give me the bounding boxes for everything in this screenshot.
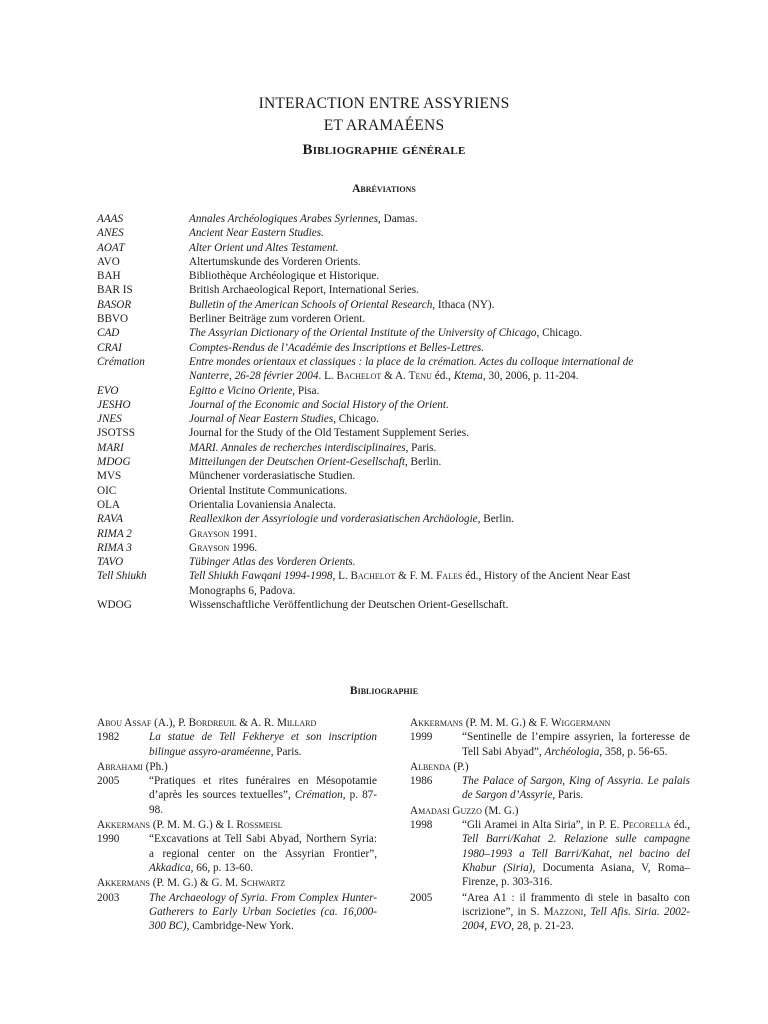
text-run: Alter Orient und Altes Testament.: [189, 241, 339, 254]
abbreviation-definition: [189, 555, 677, 569]
entry-description: [462, 818, 690, 889]
text-run: “Area A1 : il frammento di stele in basalto con iscrizione”, in S.: [462, 891, 690, 918]
abbreviation-row: [97, 298, 677, 312]
entry-year: 1999: [410, 731, 433, 744]
abbreviation-row: [97, 398, 677, 412]
abbreviation-key: RIMA 2: [97, 527, 132, 540]
text-run: Pecorella: [622, 819, 671, 832]
abbreviation-row: [97, 498, 677, 512]
entry-description: [462, 891, 690, 934]
abbreviation-row: [97, 269, 677, 283]
text-run: “Sentinelle de l’empire assyrien, la forteresse de Tell Sabi Abyad”,: [462, 731, 690, 758]
abbreviations-heading: Abréviations: [352, 183, 416, 195]
text-run: éd., History of the Ancient Near East Monographs 6, Padova.: [189, 570, 631, 597]
text-run: , 358, p. 56-65.: [599, 745, 668, 758]
abbreviation-key: BAR IS: [97, 284, 133, 297]
abbreviation-row: [97, 283, 677, 297]
abbreviation-definition: [189, 498, 677, 512]
entry-year: 1998: [410, 819, 433, 832]
bibliography-entry: [410, 818, 690, 889]
text-run: The Assyrian Dictionary of the Oriental Institute of the University of Chicago: [189, 327, 537, 340]
abbreviation-key: Tell Shiukh: [97, 570, 147, 583]
abbreviation-definition: [189, 312, 677, 326]
abbreviation-definition: [189, 484, 677, 498]
text-run: , 28, p. 21-23.: [511, 920, 574, 933]
abbreviation-definition: [189, 512, 677, 526]
bibliography-author: [97, 716, 377, 730]
text-run: , Chicago.: [333, 413, 379, 426]
bibliography-column-right: [410, 715, 690, 934]
abbreviation-definition: [189, 283, 677, 297]
abbreviation-row: [97, 255, 677, 269]
text-run: (A.), P.: [151, 717, 189, 729]
bibliography-entry: [97, 774, 377, 817]
abbreviation-definition: [189, 241, 677, 255]
abbreviation-definition: [189, 541, 677, 555]
abbreviation-key: WDOG: [97, 599, 132, 612]
abbreviation-key: Crémation: [97, 355, 145, 368]
page-subtitle: Bibliographie générale: [302, 142, 466, 158]
abbreviation-row: [97, 241, 677, 255]
text-run: Journal for the Study of the Old Testament Supplement Series.: [189, 427, 469, 440]
text-run: Comptes-Rendus de l’Académie des Inscriptions et Belles-Lettres.: [189, 341, 485, 354]
text-run: “Pratiques et rites funéraires en Mésopotamie d’après les sources textuelles”,: [149, 775, 377, 802]
text-run: Bachelot: [350, 570, 396, 583]
text-run: éd.,: [670, 819, 691, 832]
entry-description: [462, 774, 690, 803]
abbreviation-definition: [189, 298, 677, 312]
text-run: British Archaeological Report, International Series.: [189, 284, 419, 297]
page-title-line1: INTERACTION ENTRE ASSYRIENS: [258, 95, 510, 112]
text-run: , Paris.: [552, 789, 584, 802]
abbreviation-key: MVS: [97, 470, 122, 483]
text-run: , Pisa.: [292, 384, 320, 397]
abbreviation-definition: [189, 426, 677, 440]
text-run: Tell Afis. Siria. 2002-2004: [462, 905, 691, 933]
text-run: & A. R.: [236, 717, 277, 729]
bibliography-author: [410, 716, 690, 730]
bibliography-entry: [410, 730, 690, 759]
text-run: (P. M. G.) & G. M.: [149, 877, 241, 890]
abbreviation-key: JESHO: [97, 398, 131, 411]
text-run: Akkadica: [149, 861, 191, 874]
text-run: Bordreuil: [188, 717, 237, 729]
text-run: EVO: [489, 920, 512, 933]
abbreviation-key: BASOR: [97, 298, 132, 311]
text-run: 1991.: [229, 527, 258, 540]
bibliography-column-left: [97, 715, 377, 934]
text-run: Millard: [276, 717, 317, 729]
text-run: , 66, p. 13-60.: [190, 861, 254, 874]
text-run: (P. M. M. G.) & F.: [462, 717, 551, 729]
text-run: éd.,: [431, 370, 454, 383]
bibliography-author: [97, 818, 377, 832]
abbreviation-row: [97, 541, 677, 555]
entry-year: 1982: [97, 731, 120, 744]
text-run: Amadasi Guzzo: [410, 804, 482, 817]
text-run: Oriental Institute Communications.: [189, 484, 348, 497]
entry-year: 2003: [97, 891, 120, 904]
text-run: Grayson: [189, 527, 230, 540]
entry-description: [462, 730, 690, 759]
text-run: , 30, 2006, p. 11-204.: [482, 370, 579, 383]
text-run: (P. M. M. G.) & I.: [149, 819, 237, 832]
abbreviation-definition: [189, 255, 677, 269]
text-run: Journal of Near Eastern Studies: [189, 413, 334, 426]
abbreviation-key: JSOTSS: [97, 427, 135, 440]
abbreviation-definition: [189, 441, 677, 455]
text-run: , L.: [332, 570, 351, 583]
text-run: La statue de Tell Fekherye et son inscription bilingue assyro-araméenne: [149, 731, 377, 758]
abbreviation-definition: [189, 269, 677, 283]
abbreviation-key: OLA: [97, 498, 120, 511]
text-run: Tell Barri/Kahat 2. Relazione sulle campagne 1980–1993 a Tell Barri/Kahat, nel bacino del Khabur (Siria): [462, 833, 690, 874]
bibliography-author: [97, 760, 377, 774]
abbreviation-key: BAH: [97, 270, 121, 283]
text-run: Münchener vorderasiatische Studien.: [189, 470, 356, 483]
abbreviation-key: CRAI: [97, 341, 122, 354]
abbreviation-row: [97, 455, 677, 469]
abbreviation-key: JNES: [97, 413, 122, 426]
abbreviation-row: [97, 212, 677, 226]
text-run: & A.: [381, 370, 409, 383]
bibliography-heading: Bibliographie: [349, 685, 419, 697]
entry-description: [149, 832, 377, 875]
abbreviation-key: MDOG: [97, 456, 131, 469]
text-run: Annales Archéologiques Arabes Syriennes: [189, 213, 379, 225]
page-title-line2: ET ARAMAÉENS: [323, 117, 445, 134]
abbreviations-list: [97, 212, 677, 612]
bibliography-entry: [410, 774, 690, 803]
text-run: Bachelot: [336, 370, 382, 383]
entry-year: 1990: [97, 833, 120, 846]
text-run: Mazzoni: [543, 905, 584, 918]
text-run: “Excavations at Tell Sabi Abyad, Northern Syria: a regional center on the Assyrian Frontier”,: [149, 833, 377, 860]
text-run: Akkermans: [97, 877, 150, 890]
text-run: Abou Assaf: [97, 717, 152, 729]
abbreviation-row: [97, 569, 677, 598]
abbreviation-key: TAVO: [97, 556, 124, 569]
abbreviation-definition: [189, 384, 677, 398]
bibliography-entry: [97, 730, 377, 759]
bibliography-entry: [410, 891, 690, 934]
text-run: Archéologia: [544, 745, 600, 758]
abbreviation-row: [97, 598, 677, 612]
abbreviation-row: [97, 527, 677, 541]
abbreviation-row: [97, 226, 677, 240]
text-run: Wissenschaftliche Veröffentlichung der Deutschen Orient-Gesellschaft.: [189, 599, 509, 612]
abbreviation-row: [97, 355, 677, 384]
text-run: Tenu: [408, 370, 432, 383]
abbreviation-definition: [189, 469, 677, 483]
text-run: Grayson: [189, 541, 230, 554]
text-run: Tell Shiukh Fawqani 1994-1998: [189, 570, 333, 583]
text-run: , Paris.: [405, 441, 437, 454]
text-run: Ancient Near Eastern Studies.: [189, 227, 324, 240]
text-run: The Palace of Sargon, King of Assyria. Le palais de Sargon d’Assyrie: [462, 775, 690, 802]
entry-description: [149, 774, 377, 817]
entry-year: 2005: [97, 775, 120, 788]
text-run: Fales: [436, 570, 463, 583]
text-run: Crémation: [294, 789, 343, 802]
text-run: , Berlin.: [477, 513, 515, 526]
text-run: (Ph.): [142, 760, 168, 773]
text-run: Akkermans: [410, 717, 463, 729]
text-run: Akkermans: [97, 819, 150, 832]
abbreviation-key: AVO: [97, 255, 120, 268]
abbreviation-definition: [189, 341, 677, 355]
abbreviation-row: [97, 341, 677, 355]
abbreviation-key: EVO: [97, 384, 119, 397]
abbreviation-row: [97, 384, 677, 398]
abbreviation-definition: [189, 569, 677, 598]
abbreviation-row: [97, 326, 677, 340]
text-run: Entre mondes orientaux et classiques : la place de la crémation. Actes du colloque international de Nanterre, 26-28 février 2004: [189, 355, 634, 383]
text-run: , Cambridge-New York.: [186, 920, 294, 933]
abbreviation-key: MARI: [97, 441, 124, 454]
abbreviation-row: [97, 512, 677, 526]
text-run: Orientalia Lovaniensia Analecta.: [189, 498, 336, 511]
text-run: Mitteilungen der Deutschen Orient-Gesellschaft: [189, 456, 405, 469]
text-run: Berliner Beiträge zum vorderen Orient.: [189, 313, 366, 326]
text-run: Egitto e Vicino Oriente: [189, 384, 293, 397]
text-run: Rossmeisl: [236, 819, 283, 832]
abbreviation-key: AAAS: [97, 213, 124, 225]
text-run: Ktema: [453, 370, 483, 383]
bibliography-entry: [97, 832, 377, 875]
bibliography-author: [410, 760, 690, 774]
abbreviation-row: [97, 484, 677, 498]
abbreviation-definition: [189, 398, 677, 412]
abbreviation-definition: [189, 598, 677, 612]
text-run: , Chicago.: [536, 327, 583, 340]
text-run: , Ithaca (NY).: [432, 298, 495, 311]
text-run: , Paris.: [270, 745, 302, 758]
abbreviation-definition: [189, 212, 677, 226]
bibliography-entry: [97, 891, 377, 934]
text-run: , Documenta Asiana, V, Roma–Firenze, p. 303-316.: [462, 861, 690, 889]
abbreviation-key: CAD: [97, 327, 120, 340]
text-run: . L.: [318, 370, 337, 383]
text-run: , Berlin.: [404, 456, 442, 469]
abbreviation-key: RIMA 3: [97, 541, 132, 554]
bibliography-author: [97, 876, 377, 890]
text-run: Wiggermann: [550, 717, 611, 729]
bibliography-author: [410, 804, 690, 818]
abbreviation-row: [97, 426, 677, 440]
abbreviation-key: AOAT: [97, 241, 125, 254]
abbreviation-row: [97, 469, 677, 483]
abbreviation-definition: [189, 412, 677, 426]
text-run: Tübinger Atlas des Vorderen Orients.: [189, 556, 356, 569]
text-run: Abrahami: [97, 760, 143, 773]
abbreviation-key: RAVA: [97, 513, 123, 526]
text-run: ,: [583, 905, 591, 918]
abbreviation-row: [97, 412, 677, 426]
entry-description: [149, 891, 377, 934]
abbreviation-definition: [189, 527, 677, 541]
text-run: “Gli Aramei in Alta Siria”, in P. E.: [462, 819, 623, 832]
text-run: , p. 87-98.: [149, 789, 377, 816]
text-run: Albenda: [410, 760, 451, 773]
text-run: Altertumskunde des Vorderen Orients.: [189, 255, 361, 268]
text-run: The Archaeology of Syria. From Complex Hunter-Gatherers to Early Urban Societies (ca. 16,000-300 BC): [149, 891, 377, 933]
entry-description: [149, 730, 377, 759]
entry-year: 2005: [410, 891, 433, 904]
text-run: MARI. Annales de recherches interdisciplinaires: [189, 441, 406, 454]
text-run: (M. G.): [481, 804, 519, 817]
text-run: Bibliothèque Archéologique et Historique.: [189, 270, 380, 283]
abbreviation-key: OIC: [97, 484, 117, 497]
text-run: Schwartz: [240, 877, 286, 890]
text-run: , Damas.: [378, 213, 418, 225]
text-run: Reallexikon der Assyriologie und vorderasiatischen Archäologie: [189, 513, 478, 526]
abbreviation-key: BBVO: [97, 313, 129, 326]
text-run: 1996.: [229, 541, 258, 554]
text-run: ,: [484, 920, 490, 933]
abbreviation-definition: [189, 226, 677, 240]
abbreviation-definition: [189, 455, 677, 469]
entry-year: 1986: [410, 775, 433, 788]
abbreviation-key: ANES: [97, 227, 124, 240]
abbreviation-row: [97, 441, 677, 455]
text-run: Bulletin of the American Schools of Oriental Research: [189, 298, 433, 311]
abbreviation-row: [97, 555, 677, 569]
text-run: (P.): [450, 760, 469, 773]
text-run: Journal of the Economic and Social History of the Orient.: [189, 398, 449, 411]
abbreviation-row: [97, 312, 677, 326]
text-run: & F. M.: [395, 570, 437, 583]
abbreviation-definition: [189, 326, 677, 340]
abbreviation-definition: [189, 355, 677, 384]
